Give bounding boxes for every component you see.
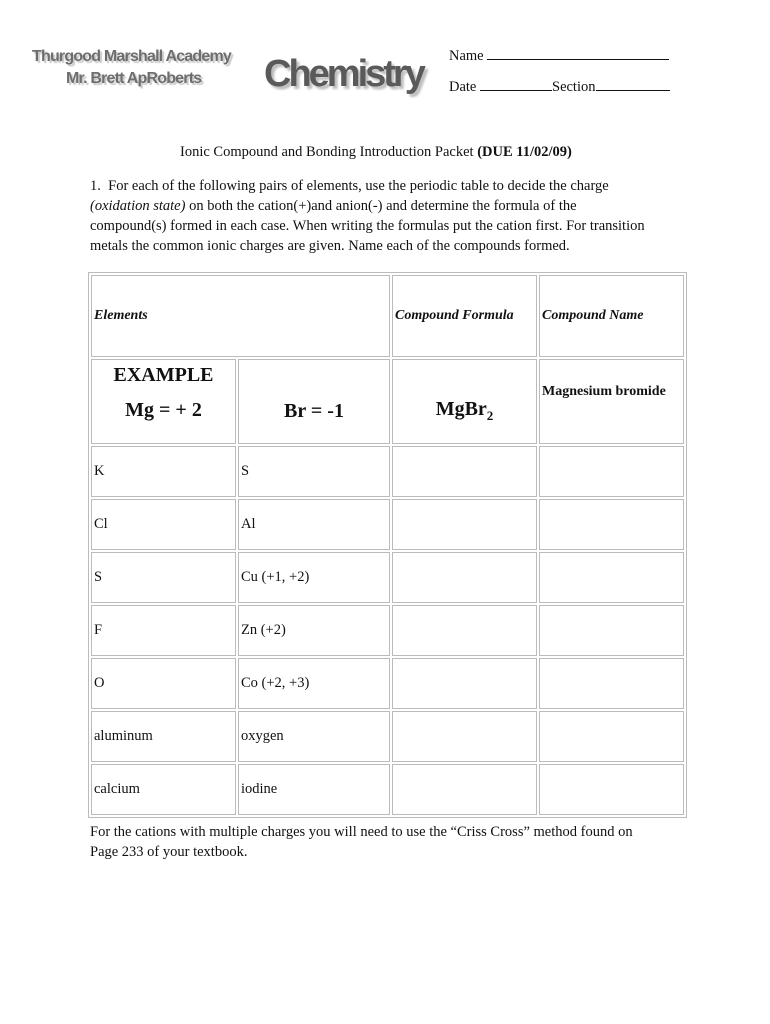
name-cell[interactable] [539, 605, 684, 656]
example-row [91, 359, 684, 444]
table-row [91, 552, 684, 603]
table-row [91, 658, 684, 709]
element-b: Cu (+1, +2) [238, 552, 390, 603]
table-row [91, 446, 684, 497]
example-cation: Mg = + 2 [125, 399, 202, 421]
table-row [91, 499, 684, 550]
name-cell[interactable] [539, 499, 684, 550]
table-row [91, 605, 684, 656]
example-anion: Br = -1 [284, 400, 344, 422]
teacher-name: Mr. Brett ApRoberts [66, 70, 202, 87]
element-a: F [91, 605, 236, 656]
date-label: Date [449, 79, 477, 95]
example-name: Magnesium bromide [542, 384, 666, 399]
formula-cell[interactable] [392, 605, 537, 656]
element-a: K [91, 446, 236, 497]
subject-logo: Chemistry [264, 53, 423, 95]
header-name: Compound Name [539, 275, 684, 357]
element-b: iodine [238, 764, 390, 815]
formula-cell[interactable] [392, 446, 537, 497]
header-elements: Elements [91, 275, 390, 357]
compounds-table [88, 272, 687, 818]
footer-note: For the cations with multiple charges you will need to use the “Criss Cross” method found on Page 233 of your textbook. [90, 824, 633, 860]
name-label: Name [449, 48, 484, 64]
element-a: O [91, 658, 236, 709]
formula-cell[interactable] [392, 499, 537, 550]
example-formula: MgBr$_2$ [435, 398, 494, 423]
element-b: S [238, 446, 390, 497]
school-name: Thurgood Marshall Academy [32, 48, 232, 65]
instructions: 1. For each of the following pairs of elements, use the periodic table to decide the charge (oxidation state) on both the cation(+)and anion(-) and determine the formula of the compound(s) formed in each case. When writing the formulas put the cation first. For transition metals the common ionic charges are given. Name each of the compounds formed. [90, 178, 645, 254]
name-field[interactable] [449, 46, 669, 66]
name-cell[interactable] [539, 658, 684, 709]
table-row [91, 711, 684, 762]
formula-cell[interactable] [392, 658, 537, 709]
formula-cell[interactable] [392, 764, 537, 815]
element-a: aluminum [91, 711, 236, 762]
element-a: calcium [91, 764, 236, 815]
table-block [88, 272, 687, 862]
table-row [91, 764, 684, 815]
element-b: Zn (+2) [238, 605, 390, 656]
name-cell[interactable] [539, 446, 684, 497]
element-b: oxygen [238, 711, 390, 762]
header-formula: Compound Formula [392, 275, 537, 357]
name-cell[interactable] [539, 711, 684, 762]
date-section-field[interactable] [449, 77, 670, 97]
name-cell[interactable] [539, 552, 684, 603]
formula-cell[interactable] [392, 711, 537, 762]
page-title: Ionic Compound and Bonding Introduction Packet (DUE 11/02/09) [180, 144, 572, 160]
element-b: Al [238, 499, 390, 550]
example-label: EXAMPLE [113, 364, 214, 386]
section-label: Section [552, 79, 596, 95]
element-b: Co (+2, +3) [238, 658, 390, 709]
element-a: S [91, 552, 236, 603]
name-cell[interactable] [539, 764, 684, 815]
element-a: Cl [91, 499, 236, 550]
formula-cell[interactable] [392, 552, 537, 603]
